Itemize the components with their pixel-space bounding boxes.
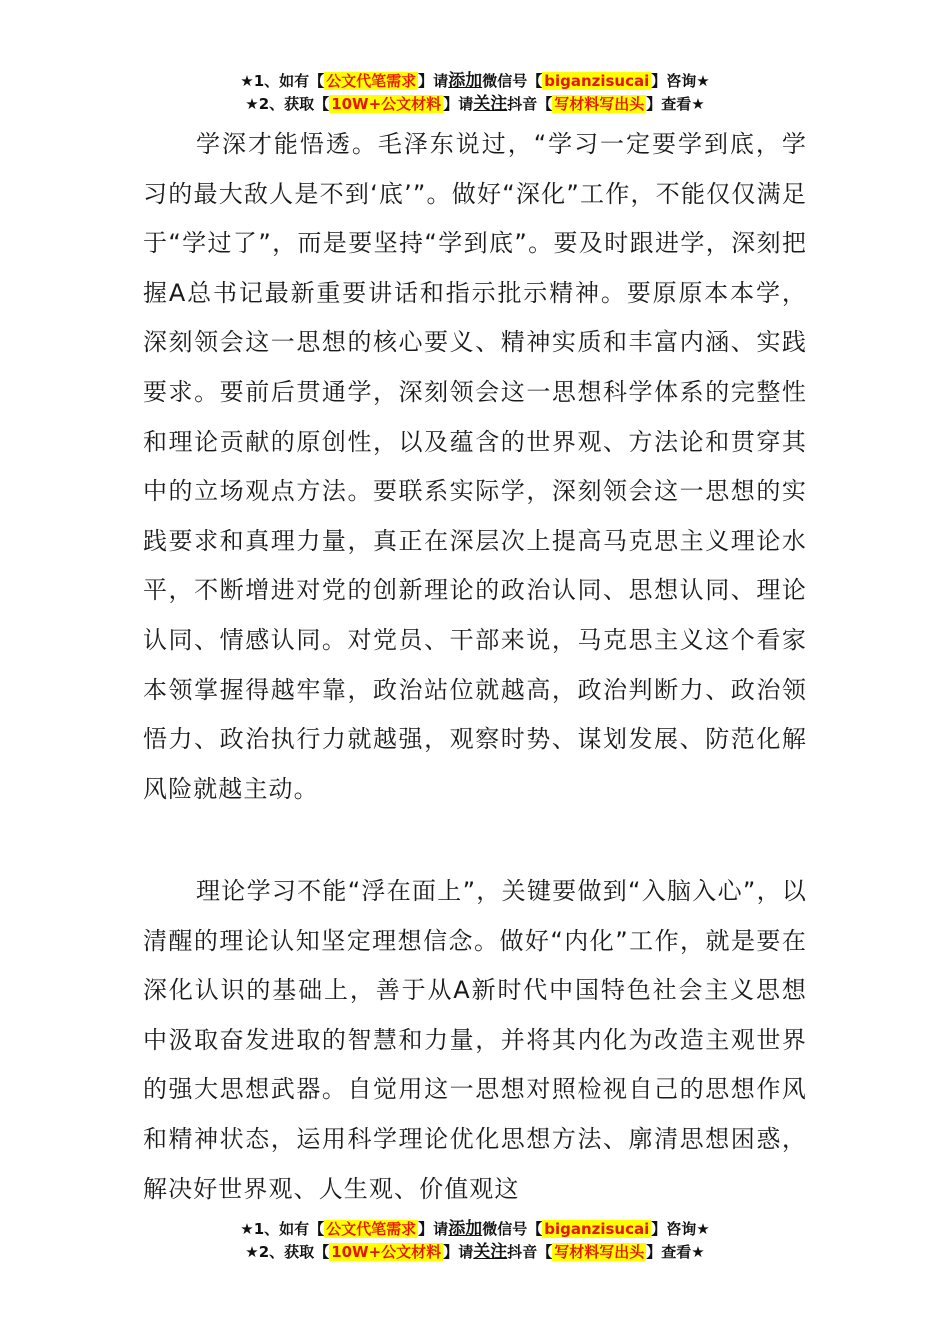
header-banner-line-2 [0, 93, 950, 116]
banner-underlined-text: 添加 [448, 1219, 483, 1239]
banner-underlined-text: 添加 [448, 71, 483, 91]
banner-text: ★1、如有【 [240, 1220, 325, 1238]
banner-text: ★2、获取【 [245, 95, 330, 113]
banner-text: 】请 [418, 1220, 449, 1238]
banner-underlined-text: 关注 [473, 1242, 508, 1262]
banner-text: 】咨询★ [651, 72, 710, 90]
header-banner-line-1 [0, 70, 950, 93]
banner-text: 】咨询★ [651, 1220, 710, 1238]
banner-text: 微信号【 [482, 1220, 543, 1238]
footer-banner-line-2 [0, 1241, 950, 1264]
banner-text: 】请 [443, 95, 474, 113]
banner-text: 微信号【 [482, 72, 543, 90]
banner-text: ★2、获取【 [245, 1243, 330, 1261]
highlight-wechat-id: biganzisucai [544, 72, 650, 90]
highlight-materials-label: 10W+公文材料 [331, 95, 442, 113]
highlight-service-label: 公文代笔需求 [326, 72, 417, 90]
banner-underlined-text: 关注 [473, 94, 508, 114]
header-banner [0, 70, 950, 116]
banner-text: 】请 [418, 72, 449, 90]
highlight-douyin-account: 写材料写出头 [554, 95, 645, 113]
footer-banner-line-1 [0, 1218, 950, 1241]
banner-text: 抖音【 [507, 95, 553, 113]
footer-banner [0, 1218, 950, 1264]
banner-text: ★1、如有【 [240, 72, 325, 90]
banner-text: 】请 [443, 1243, 474, 1261]
banner-text: 】查看★ [646, 95, 705, 113]
body-paragraph-2: 理论学习不能“浮在面上”，关键要做到“入脑入心”，以清醒的理论认知坚定理想信念。做好“内化”工作，就是要在深化认识的基础上，善于从A新时代中国特色社会主义思想中汲取奋发进取的智慧和力量，并将其内化为改造主观世界的强大思想武器。自觉用这一思想对照检视自己的思想作风和精神状态，运用科学理论优化思想方法、廓清思想困惑，解决好世界观、人生观、价值观这 [143, 877, 807, 1203]
banner-text: 抖音【 [507, 1243, 553, 1261]
banner-text: 】查看★ [646, 1243, 705, 1261]
highlight-wechat-id: biganzisucai [544, 1220, 650, 1238]
highlight-douyin-account: 写材料写出头 [554, 1243, 645, 1261]
highlight-materials-label: 10W+公文材料 [331, 1243, 442, 1261]
body-paragraph-1: 学深才能悟透。毛泽东说过，“学习一定要学到底，学习的最大敌人是不到‘底’”。做好“深化”工作，不能仅仅满足于“学过了”，而是要坚持“学到底”。要及时跟进学，深刻把握A总书记最新重要讲话和指示批示精神。要原原本本学，深刻领会这一思想的核心要义、精神实质和丰富内涵、实践要求。要前后贯通学，深刻领会这一思想科学体系的完整性和理论贡献的原创性，以及蕴含的世界观、方法论和贯穿其中的立场观点方法。要联系实际学，深刻领会这一思想的实践要求和真理力量，真正在深层次上提高马克思主义理论水平，不断增进对党的创新理论的政治认同、思想认同、理论认同、情感认同。对党员、干部来说，马克思主义这个看家本领掌握得越牢靠，政治站位就越高，政治判断力、政治领悟力、政治执行力就越强，观察时势、谋划发展、防范化解风险就越主动。 [143, 130, 807, 803]
highlight-service-label: 公文代笔需求 [326, 1220, 417, 1238]
